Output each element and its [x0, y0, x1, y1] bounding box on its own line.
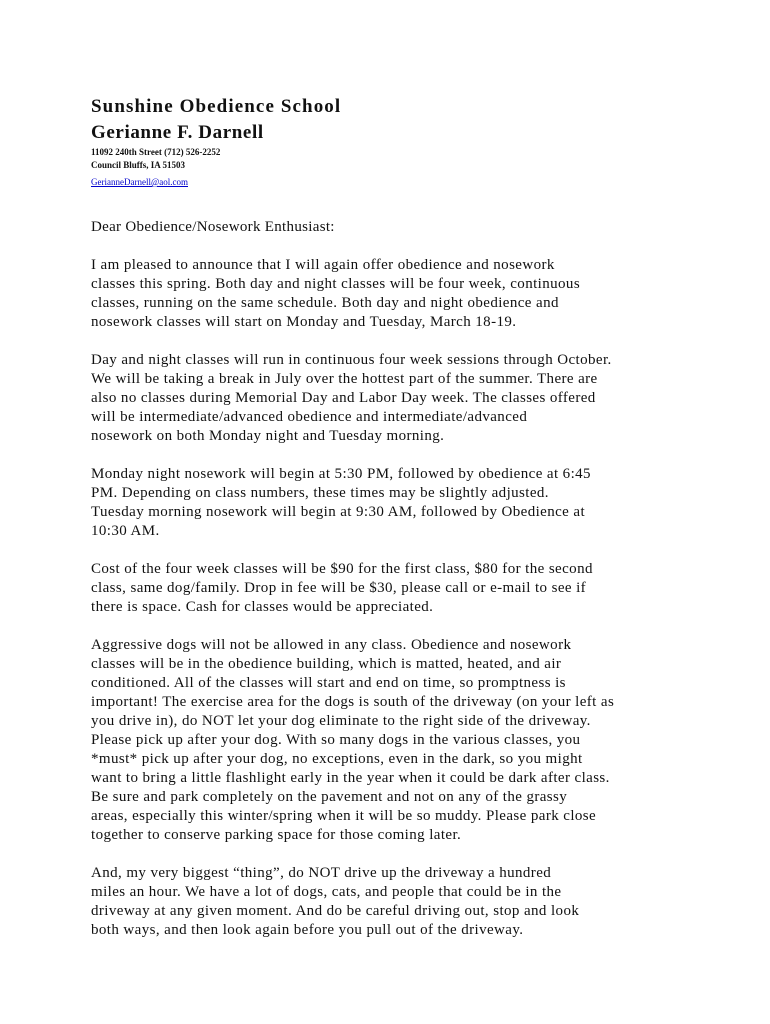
- paragraph-line: conditioned. All of the classes will start and end on time, so promptness is: [91, 675, 566, 691]
- paragraph-1: [91, 256, 691, 332]
- paragraph-line: 10:30 AM.: [91, 523, 160, 539]
- letter-body: [91, 256, 691, 940]
- paragraph-line: areas, especially this winter/spring when it will be so muddy. Please park close: [91, 808, 597, 824]
- paragraph-line: And, my very biggest “thing”, do NOT drive up the driveway a hundred: [91, 865, 552, 881]
- paragraph-line: nosework on both Monday night and Tuesday morning.: [91, 428, 445, 444]
- paragraph-line: both ways, and then look again before you pull out of the driveway.: [91, 922, 524, 938]
- paragraph-line: classes will be in the obedience building, which is matted, heated, and air: [91, 656, 562, 672]
- owner-name: Gerianne F. Darnell: [91, 122, 264, 143]
- paragraph-line: Please pick up after your dog. With so many dogs in the various classes, you: [91, 732, 581, 748]
- paragraph-line: We will be taking a break in July over the hottest part of the summer. There are: [91, 371, 598, 387]
- paragraph-line: classes this spring. Both day and night classes will be four week, continuous: [91, 276, 581, 292]
- paragraph-line: want to bring a little flashlight early in the year when it could be dark after class.: [91, 770, 610, 786]
- paragraph-line: will be intermediate/advanced obedience and intermediate/advanced: [91, 409, 528, 425]
- paragraph-2: [91, 351, 691, 446]
- paragraph-line: together to conserve parking space for those coming later.: [91, 827, 462, 843]
- greeting: Dear Obedience/Nosework Enthusiast:: [91, 219, 335, 235]
- school-name: Sunshine Obedience School: [91, 96, 342, 117]
- paragraph-3: [91, 465, 691, 541]
- paragraph-line: miles an hour. We have a lot of dogs, cats, and people that could be in the: [91, 884, 562, 900]
- paragraph-line: Be sure and park completely on the pavement and not on any of the grassy: [91, 789, 568, 805]
- paragraph-6: [91, 864, 691, 940]
- address-line-2: Council Bluffs, IA 51503: [91, 160, 186, 170]
- paragraph-line: Aggressive dogs will not be allowed in any class. Obedience and nosework: [91, 637, 572, 653]
- paragraph-5: [91, 636, 691, 845]
- paragraph-line: Day and night classes will run in continuous four week sessions through October.: [91, 352, 612, 368]
- paragraph-line: there is space. Cash for classes would be appreciated.: [91, 599, 434, 615]
- paragraph-line: important! The exercise area for the dogs is south of the driveway (on your left as: [91, 694, 615, 710]
- paragraph-line: driveway at any given moment. And do be careful driving out, stop and look: [91, 903, 580, 919]
- address-line-1: 11092 240th Street (712) 526-2252: [91, 147, 221, 157]
- paragraph-4: [91, 560, 691, 617]
- paragraph-line: PM. Depending on class numbers, these times may be slightly adjusted.: [91, 485, 549, 501]
- paragraph-line: Monday night nosework will begin at 5:30 PM, followed by obedience at 6:45: [91, 466, 591, 482]
- paragraph-line: class, same dog/family. Drop in fee will be $30, please call or e-mail to see if: [91, 580, 587, 596]
- letter-page: [91, 94, 691, 940]
- paragraph-line: I am pleased to announce that I will again offer obedience and nosework: [91, 257, 555, 273]
- paragraph-line: *must* pick up after your dog, no exceptions, even in the dark, so you might: [91, 751, 583, 767]
- email-link[interactable]: GerianneDarnell@aol.com: [91, 177, 188, 187]
- paragraph-line: Tuesday morning nosework will begin at 9:30 AM, followed by Obedience at: [91, 504, 586, 520]
- paragraph-line: you drive in), do NOT let your dog eliminate to the right side of the driveway.: [91, 713, 591, 729]
- paragraph-line: also no classes during Memorial Day and Labor Day week. The classes offered: [91, 390, 596, 406]
- paragraph-line: Cost of the four week classes will be $90 for the first class, $80 for the second: [91, 561, 593, 577]
- paragraph-line: classes, running on the same schedule. Both day and night obedience and: [91, 295, 559, 311]
- paragraph-line: nosework classes will start on Monday and Tuesday, March 18-19.: [91, 314, 517, 330]
